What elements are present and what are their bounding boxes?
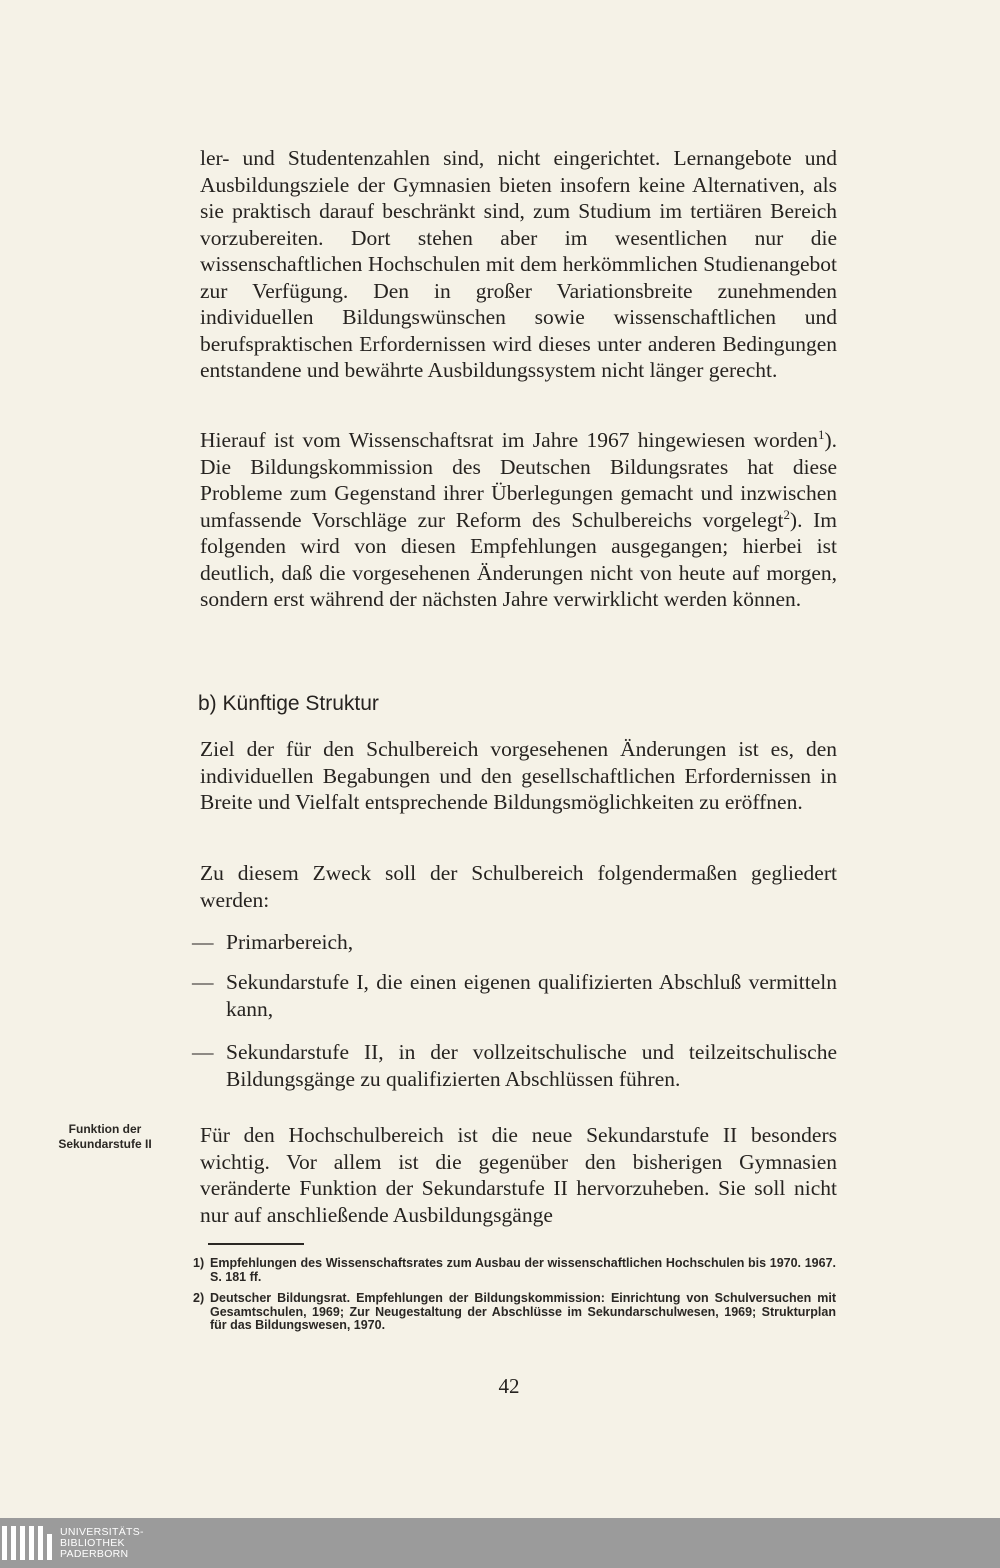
paragraph-text: Für den Hochschulbereich ist die neue Sekundarstufe II besonders wichtig. Vor allem ist die gegenüber den bisherigen Gymnasien veränderte Funktion der Sekundarstufe II hervorzuheben. Sie soll nicht nur auf anschließende Ausbildungsgänge bbox=[200, 1123, 837, 1227]
body-paragraph-1 bbox=[200, 145, 837, 384]
dash-marker: — bbox=[192, 970, 214, 994]
library-name bbox=[60, 1527, 144, 1560]
dash-marker: — bbox=[192, 1040, 214, 1064]
footnote-number: 1) bbox=[193, 1256, 205, 1270]
list-item-text: Sekundarstufe I, die einen eigenen qualifizierten Abschluß vermitteln kann, bbox=[226, 970, 837, 1021]
library-footer-bar bbox=[0, 1518, 1000, 1568]
footnote-divider bbox=[208, 1243, 304, 1245]
paragraph-text-part: ). Die Bildungskommission des Deutschen Bildungsrates hat diese Probleme zum Gegenstand ihrer Überlegungen gemacht und inzwischen umfassende Vorschläge zur Reform des Schulbereichs vorgelegt bbox=[200, 428, 837, 532]
footnote-ref-1[interactable]: 1 bbox=[818, 427, 825, 442]
body-paragraph-4 bbox=[200, 860, 837, 913]
footnote-text: Deutscher Bildungsrat. Empfehlungen der Bildungskommission: Einrichtung von Schulversuchen mit Gesamtschulen, 1969; Zur Neugestaltung der Abschlüsse im Sekundarschulwesen, 1969; Strukturplan für das Bildungswesen, 1970. bbox=[210, 1291, 836, 1332]
paragraph-text bbox=[200, 427, 837, 613]
footnote-ref-2[interactable]: 2 bbox=[783, 507, 790, 522]
library-name-line: PADERBORN bbox=[60, 1547, 129, 1560]
footnote-number: 2) bbox=[193, 1291, 205, 1305]
list-item bbox=[192, 969, 837, 1023]
section-heading: b) Künftige Struktur bbox=[198, 692, 379, 715]
list-item bbox=[192, 929, 837, 956]
library-name-line: UNIVERSITÄTS- bbox=[60, 1525, 144, 1538]
list-item bbox=[192, 1039, 837, 1093]
barcode-logo-icon bbox=[2, 1526, 52, 1560]
paragraph-text: Ziel der für den Schulbereich vorgesehenen Änderungen ist es, den individuellen Begabungen und den gesellschaftlichen Erfordernissen in Breite und Vielfalt entsprechende Bildungsmöglichkeiten zu eröffnen. bbox=[200, 737, 837, 814]
body-paragraph-3 bbox=[200, 736, 837, 816]
footnote-text: Empfehlungen des Wissenschaftsrates zum Ausbau der wissenschaftlichen Hochschulen bis 1970. 1967. S. 181 ff. bbox=[210, 1256, 836, 1284]
paragraph-text: Zu diesem Zweck soll der Schulbereich folgendermaßen gegliedert werden: bbox=[200, 861, 837, 912]
list-item-text: Primarbereich, bbox=[226, 930, 354, 954]
paragraph-text: ler- und Studentenzahlen sind, nicht eingerichtet. Lernangebote und Ausbildungsziele der Gymnasien bieten insofern keine Alternativen, als sie praktisch darauf beschränkt sind, zum Studium im tertiären Bereich vorzubereiten. Dort stehen aber im wesentlichen nur die wissenschaftlichen Hochschulen mit dem herkömmlichen Studienangebot zur Verfügung. Den in großer Variationsbreite zunehmenden individuellen Bildungswünschen sowie wissenschaftlichen und berufspraktischen Erfordernissen wird dieses unter anderen Bedingungen entstandene und bewährte Ausbildungssystem nicht länger gerecht. bbox=[200, 146, 837, 382]
page-number: 42 bbox=[498, 1374, 520, 1398]
list-item-text: Sekundarstufe II, in der vollzeitschulische und teilzeitschulische Bildungsgänge zu qualifizierten Abschlüssen führen. bbox=[226, 1040, 837, 1091]
footnote-1 bbox=[193, 1257, 836, 1284]
margin-note: Funktion der Sekundarstufe II bbox=[58, 1122, 152, 1151]
library-name-line: BIBLIOTHEK bbox=[60, 1536, 125, 1549]
dash-marker: — bbox=[192, 930, 214, 954]
footnote-2 bbox=[193, 1292, 836, 1333]
library-logo[interactable] bbox=[0, 1518, 144, 1568]
paragraph-text-part: ). Im folgenden wird von diesen Empfehlungen ausgegangen; hierbei ist deutlich, daß die vorgesehenen Änderungen nicht von heute auf morgen, sondern erst während der nächsten Jahre verwirklicht werden können. bbox=[200, 507, 837, 611]
body-paragraph-2 bbox=[200, 427, 837, 613]
body-paragraph-5 bbox=[200, 1122, 837, 1228]
paragraph-text-part: Hierauf ist vom Wissenschaftsrat im Jahre 1967 hingewiesen worden bbox=[200, 428, 818, 452]
